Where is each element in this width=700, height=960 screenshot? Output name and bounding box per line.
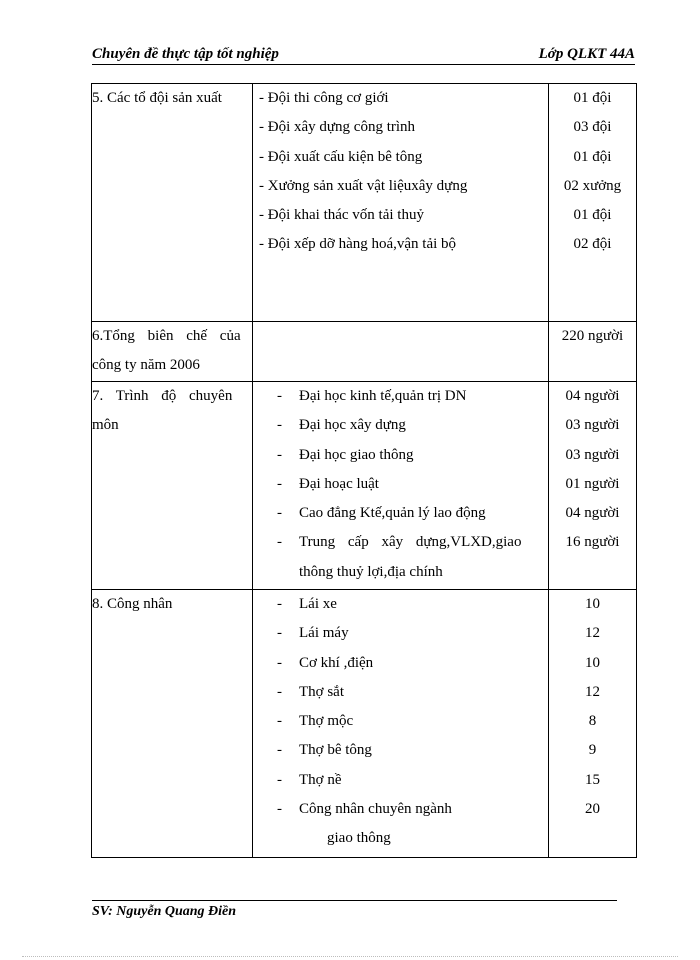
quantity-value: 8 <box>588 713 597 730</box>
quantity-value: 04 người <box>565 388 620 404</box>
list-item: - Trung cấp xây dựng,VLXD,giao <box>277 534 522 551</box>
quantity-value: 03 người <box>565 446 620 463</box>
quantity-value: 16 người <box>565 534 620 551</box>
quantity-value: 01 đội <box>573 90 612 106</box>
quantity-value: 9 <box>588 742 597 759</box>
category-cell <box>92 322 253 382</box>
list-item: - Thợ nề <box>277 771 342 788</box>
quantity-value: 15 <box>585 771 600 788</box>
quantity-cell <box>549 84 637 322</box>
list-item: - Đội khai thác vốn tải thuỷ <box>259 207 424 224</box>
items-cell <box>253 590 549 858</box>
list-item: - Đại hoạc luật <box>277 475 379 492</box>
company-structure-table <box>91 83 637 858</box>
list-item: - Đội xây dựng công trình <box>259 119 416 136</box>
quantity-cell <box>549 322 637 382</box>
quantity-cell <box>549 590 637 858</box>
quantity-value: 03 người <box>565 417 620 434</box>
quantity-cell <box>549 382 637 590</box>
quantity-value: 10 <box>585 596 600 612</box>
quantity-value: 20 <box>585 801 600 818</box>
quantity-value: 12 <box>585 625 600 642</box>
page-bottom-border <box>22 956 678 957</box>
list-item: thông thuỷ lợi,địa chính <box>299 563 443 580</box>
category-label: 8. Công nhân <box>92 596 173 612</box>
category-label: 7. Trình độ chuyên <box>92 388 233 404</box>
list-item: - Lái xe <box>277 596 337 612</box>
quantity-value: 02 đội <box>573 236 612 253</box>
list-item: - Công nhân chuyên ngành <box>277 801 452 818</box>
list-item: - Đại học xây dựng <box>277 417 406 434</box>
category-label: công ty năm 2006 <box>92 357 200 374</box>
list-item: - Đội xếp dỡ hàng hoá,vận tải bộ <box>259 236 457 253</box>
category-cell <box>92 590 253 858</box>
list-item: - Đội thi công cơ giới <box>259 90 389 106</box>
category-label: môn <box>92 417 119 434</box>
list-item: - Lái máy <box>277 625 349 642</box>
quantity-value: 01 đội <box>573 207 612 224</box>
list-item: - Cao đẳng Ktế,quản lý lao động <box>277 505 486 522</box>
category-label: 5. Các tổ đội sản xuất <box>92 90 222 106</box>
header-title: Chuyên đề thực tập tốt nghiệp <box>92 46 279 62</box>
category-cell <box>92 84 253 322</box>
page-header <box>92 44 635 65</box>
list-item: - Xưởng sản xuất vật liệuxây dựng <box>259 177 468 194</box>
quantity-value: 12 <box>585 683 600 700</box>
table-row <box>92 590 637 858</box>
quantity-value: 02 xưởng <box>563 177 622 194</box>
list-item: giao thông <box>327 830 391 847</box>
list-item: - Đại học giao thông <box>277 446 414 463</box>
table-row <box>92 382 637 590</box>
table-row <box>92 84 637 322</box>
header-class: Lớp QLKT 44A <box>538 46 635 62</box>
table-row <box>92 322 637 382</box>
items-cell <box>253 382 549 590</box>
quantity-value: 10 <box>585 654 600 671</box>
list-item: - Thợ bê tông <box>277 742 372 759</box>
list-item: - Đội xuất cấu kiện bê tông <box>259 148 423 165</box>
quantity-value: 01 người <box>565 475 620 492</box>
items-cell <box>253 322 549 382</box>
list-item: - Đại học kinh tế,quản trị DN <box>277 388 467 404</box>
list-item: - Cơ khí ,điện <box>277 654 374 671</box>
category-cell <box>92 382 253 590</box>
footer-divider <box>92 900 617 901</box>
page-footer: SV: Nguyễn Quang Điền <box>92 904 237 919</box>
items-cell <box>253 84 549 322</box>
quantity-value: 220 người <box>561 328 624 344</box>
quantity-value: 04 người <box>565 505 620 522</box>
quantity-value: 03 đội <box>573 119 612 136</box>
category-label: 6.Tổng biên chế của <box>92 328 241 344</box>
list-item: - Thợ mộc <box>277 713 354 730</box>
list-item: - Thợ sắt <box>277 683 345 700</box>
quantity-value: 01 đội <box>573 148 612 165</box>
